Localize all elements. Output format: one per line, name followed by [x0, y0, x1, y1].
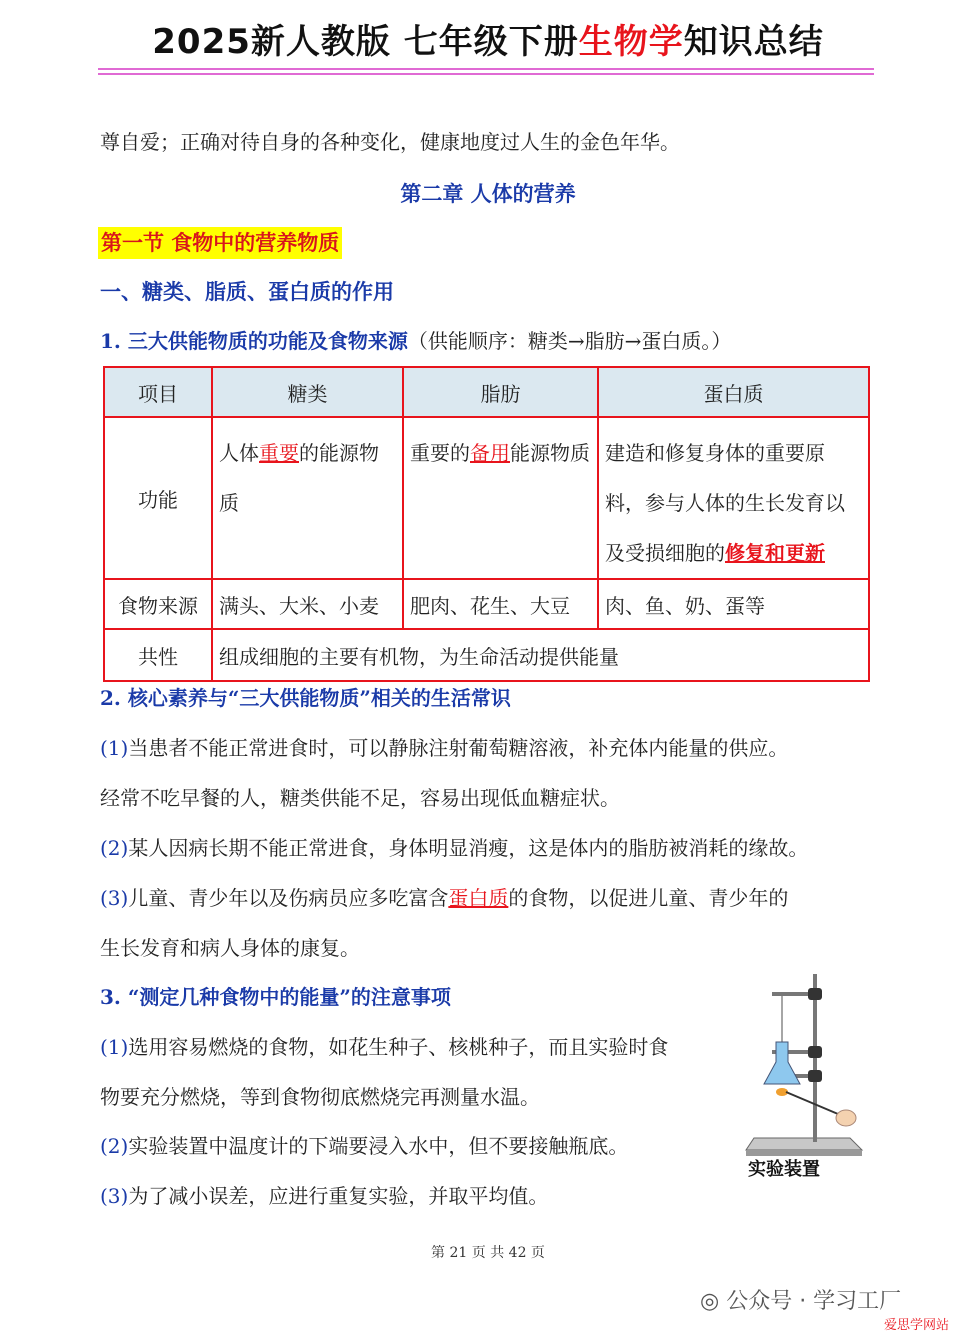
table-header-fat: 脂肪 — [403, 367, 598, 417]
row-label-function: 功能 — [104, 417, 212, 579]
experiment-apparatus-figure — [742, 966, 872, 1176]
table-header-protein: 蛋白质 — [598, 367, 869, 417]
title-rule-bottom — [98, 73, 874, 75]
sub3-title: 3. “测定几种食物中的能量”的注意事项 — [100, 985, 451, 1009]
sub1-note: （供能顺序：糖类→脂肪→蛋白质。） — [407, 329, 732, 353]
table-header-item: 项目 — [104, 367, 212, 417]
table-header-sugar: 糖类 — [212, 367, 403, 417]
table-row-common — [104, 629, 869, 681]
cell-protein-function: 建造和修复身体的重要原料，参与人体的生长发育以及受损细胞的修复和更新 — [598, 417, 869, 579]
table-row-source — [104, 579, 869, 629]
heading-1: 一、糖类、脂质、蛋白质的作用 — [100, 279, 394, 304]
sub3-item-1-cont: 物要充分燃烧，等到食物彻底燃烧完再测量水温。 — [100, 1085, 540, 1109]
sub2-item-3: (3)儿童、青少年以及伤病员应多吃富含蛋白质的食物，以促进儿童、青少年的 — [100, 886, 789, 910]
cell-common: 组成细胞的主要有机物，为生命活动提供能量 — [212, 629, 869, 681]
cell-fat-source: 肥肉、花生、大豆 — [403, 579, 598, 629]
sub3-item-2: (2)实验装置中温度计的下端要浸入水中，但不要接触瓶底。 — [100, 1134, 629, 1158]
sub2-item-1: (1)当患者不能正常进食时，可以静脉注射葡萄糖溶液，补充体内能量的供应。 — [100, 736, 789, 760]
row-label-source: 食物来源 — [104, 579, 212, 629]
title-rule-top — [98, 68, 874, 70]
chapter-heading: 第二章 人体的营养 — [400, 181, 576, 206]
sub1-title: 1. 三大供能物质的功能及食物来源 — [100, 329, 408, 353]
sub2-item-2: (2)某人因病长期不能正常进食，身体明显消瘦，这是体内的脂肪被消耗的缘故。 — [100, 836, 809, 860]
table-row-function — [104, 417, 869, 579]
sub3-item-1: (1)选用容易燃烧的食物，如花生种子、核桃种子，而且实验时食 — [100, 1035, 669, 1059]
wechat-icon: ◎ — [700, 1289, 720, 1314]
cell-sugar-source: 满头、大米、小麦 — [212, 579, 403, 629]
sub2-item-1-cont: 经常不吃早餐的人，糖类供能不足，容易出现低血糖症状。 — [100, 786, 620, 810]
intro-text: 尊自爱；正确对待自身的各种变化，健康地度过人生的金色年华。 — [100, 130, 680, 154]
sub2-title: 2. 核心素养与“三大供能物质”相关的生活常识 — [100, 686, 511, 710]
section-heading: 第一节 食物中的营养物质 — [98, 227, 342, 259]
cell-protein-source: 肉、鱼、奶、蛋等 — [598, 579, 869, 629]
sub2-item-3-cont: 生长发育和病人身体的康复。 — [100, 936, 360, 960]
nutrient-table — [103, 366, 870, 682]
title-highlight: 生物学 — [578, 22, 684, 62]
watermark-site: 爱思学网站 — [884, 1318, 950, 1333]
sub3-item-3: (3)为了减小误差，应进行重复实验，并取平均值。 — [100, 1184, 549, 1208]
page-number: 第 21 页 共 42 页 — [431, 1245, 545, 1261]
document-title: 2025新人教版 七年级下册生物学知识总结 — [152, 22, 824, 62]
cell-sugar-function: 人体重要的能源物质 — [212, 417, 403, 579]
sub1-line — [100, 327, 731, 355]
cell-fat-function: 重要的备用能源物质 — [403, 417, 598, 579]
row-label-common: 共性 — [104, 629, 212, 681]
watermark: ◎ 公众号 · 学习工厂 — [700, 1289, 902, 1314]
figure-caption: 实验装置 — [748, 1159, 820, 1180]
